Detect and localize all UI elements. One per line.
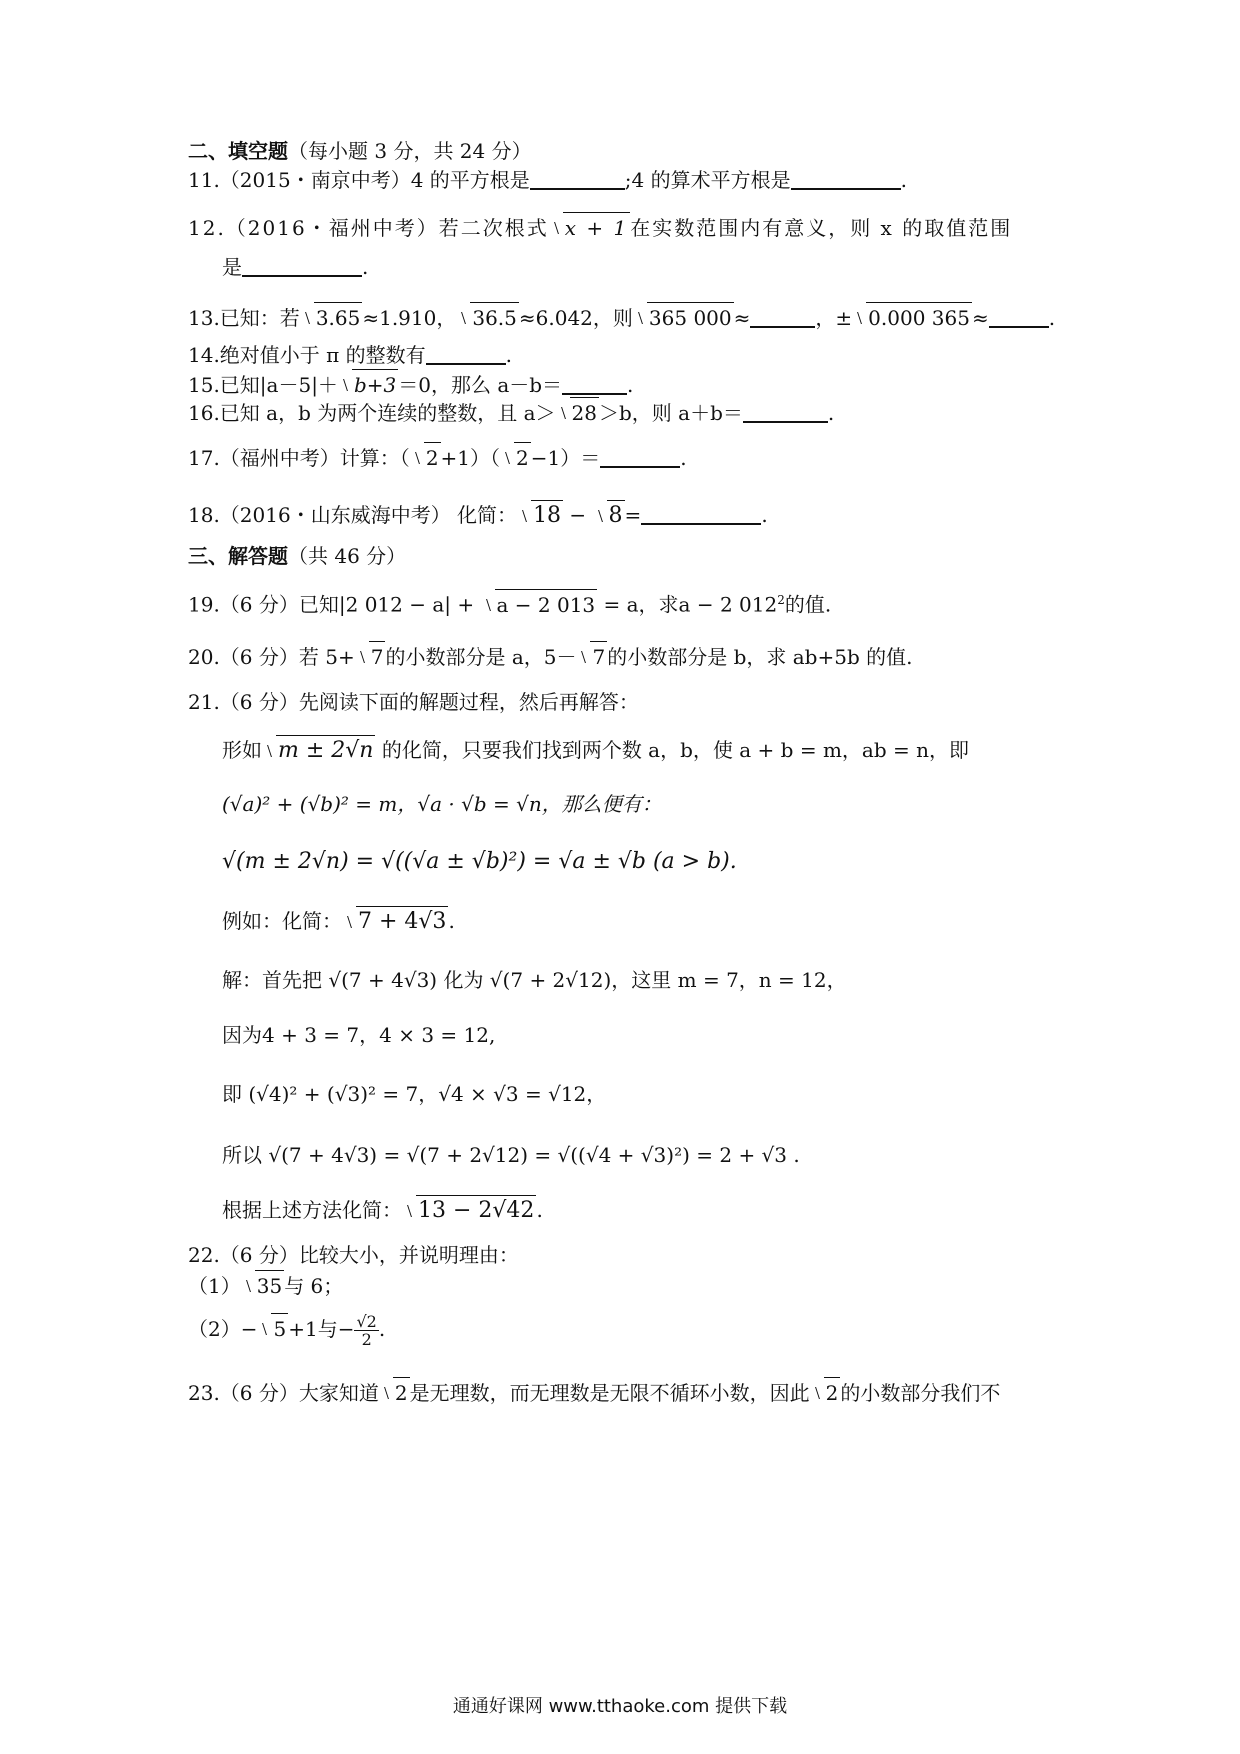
question-21-line-4: 例如：化简： 7 + 4√3 . [222,906,1072,936]
radical: 7 + 4√3 [343,906,448,936]
question-21-line-5: 解：首先把 √(7 + 4√3) 化为 √(7 + 2√12)，这里 m = 7，n = 12， [222,968,847,992]
radical: 2 [380,1377,410,1407]
answer-blank[interactable] [530,168,625,190]
radical: b+3 [339,369,398,399]
question-21-line-6: 因为4 + 3 = 7，4 × 3 = 12, [222,1023,496,1047]
radical: 365 000 [634,302,734,332]
section-fill-heading: 二、填空题（每小题 3 分，共 24 分） [188,139,532,163]
answer-blank[interactable] [641,503,761,525]
question-21-line-1: 形如 m ± 2√n 的化简，只要我们找到两个数 a，b，使 a + b = m，ab = n，即 [222,735,1072,765]
question-22-part-1: （1） 35 与 6； [188,1270,1072,1300]
section-solve-heading: 三、解答题（共 46 分） [188,544,407,568]
answer-blank[interactable] [426,343,506,365]
question-19: 19.（6 分）已知|2 012 − a| + a − 2 013 = a，求a − 2 $012^2$的值. [188,586,1072,619]
answer-blank[interactable] [600,446,680,468]
fraction: $\frac{√2}{2}$ [356,1312,377,1349]
radical: 5 [258,1313,288,1343]
radical: 13 − 2√42 [403,1195,536,1225]
question-13: 13.已知：若 3.65 ≈1.910， 36.5 ≈6.042，则 365 000 ≈ ，± 0.000 365 ≈ . [188,302,1072,332]
radical: 0.000 365 [853,302,972,332]
footer-credit: 通通好课网 www.tthaoke.com 提供下载 [452,1696,788,1717]
answer-blank[interactable] [791,168,901,190]
question-21-title: 21.（6 分）先阅读下面的解题过程，然后再解答： [188,690,639,714]
question-12-cont: 是 . [222,255,369,279]
question-11: 11.（2015・南京中考）4 的平方根是 ;4 的算术平方根是 . [188,168,907,192]
question-20: 20.（6 分）若 5+ 7 的小数部分是 a，5－ 7 的小数部分是 b，求 ab+5b 的值. [188,641,1072,671]
radical: 18 [518,500,563,530]
question-15: 15.已知|a－5|＋ b+3 ＝0，那么 a－b＝ . [188,369,1072,399]
radical: 3.65 [301,302,363,332]
radical: 2 [811,1377,841,1407]
answer-blank[interactable] [750,306,815,328]
radical: 28 [557,397,599,427]
radical: 2 [411,442,441,472]
radical: m ± 2√n [263,735,375,765]
question-12: 12.（2016・福州中考）若二次根式 x + 1 在实数范围内有意义，则 x 的取值范围 [188,212,1072,242]
answer-blank[interactable] [743,401,828,423]
question-21-line-9: 根据上述方法化简： 13 − 2√42 . [222,1195,1072,1225]
question-21-line-3: √(m ± 2√n) = √((√a ± √b)²) = √a ± √b (a > b). [222,849,737,874]
radical: x + 1 [550,212,630,242]
radical: a − 2 013 [482,589,598,619]
radical: 35 [242,1270,284,1300]
question-23: 23.（6 分）大家知道 2 是无理数，而无理数是无限不循环小数，因此 2 的小数部分我们不 [188,1377,1072,1407]
question-22-title: 22.（6 分）比较大小，并说明理由： [188,1243,519,1267]
answer-blank[interactable] [989,306,1049,328]
radical: 7 [577,641,607,671]
radical: 36.5 [457,302,519,332]
question-18: 18.（2016・山东威海中考） 化简： 18 − 8 = . [188,500,1072,530]
question-21-line-8: 所以 √(7 + 4√3) = √(7 + 2√12) = √((√4 + √3)²) = 2 + √3 . [222,1143,800,1167]
question-21-line-2: (√a)² + (√b)² = m，√a · √b = √n，那么便有： [222,792,662,816]
answer-blank[interactable] [562,373,627,395]
answer-blank[interactable] [242,255,362,277]
radical: 7 [356,641,386,671]
question-17: 17.（福州中考）计算：（ 2 +1）（ 2 −1）＝ . [188,442,1072,472]
question-14: 14.绝对值小于 π 的整数有 . [188,343,513,367]
question-16: 16.已知 a，b 为两个连续的整数，且 a＞ 28 ＞b，则 a＋b＝ . [188,397,1072,427]
question-22-part-2: （2）− 5 +1与− $\frac{√2}{2}$ . [188,1312,386,1349]
radical: 2 [501,442,531,472]
radical: 8 [594,500,625,530]
question-21-line-7: 即 (√4)² + (√3)² = 7，√4 × √3 = √12， [222,1082,607,1106]
